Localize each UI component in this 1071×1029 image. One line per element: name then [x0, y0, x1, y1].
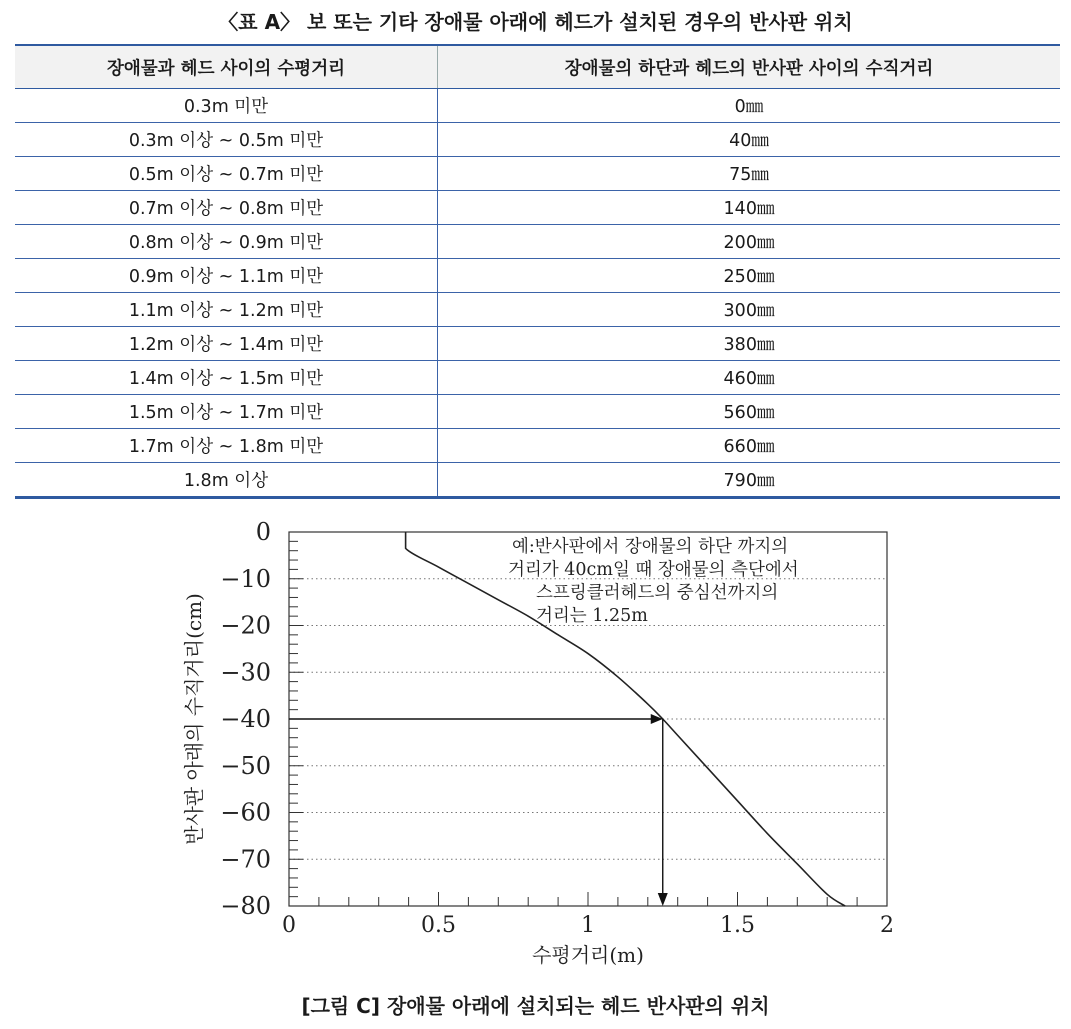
table-header-row [15, 45, 1060, 89]
annotation-line: 거리는 1.25m [536, 606, 648, 626]
annotation-line: 예:반사판에서 장애물의 하단 까지의 [512, 537, 789, 557]
table-row [15, 429, 1060, 463]
table-row [15, 123, 1060, 157]
table-title: 〈표 A〉 보 또는 기타 장애물 아래에 헤드가 설치된 경우의 반사판 위치 [218, 10, 853, 34]
annotation-line: 거리가 40cm일 때 장애물의 측단에서 [508, 560, 799, 580]
y-tick-label: −20 [220, 611, 271, 640]
x-tick-label: 0.5 [421, 913, 456, 938]
vertical-distance-cell: 460㎜ [438, 361, 1061, 395]
vertical-distance-cell: 380㎜ [438, 327, 1061, 361]
x-tick-label: 0 [282, 913, 296, 938]
y-tick-label: −70 [220, 845, 271, 874]
vertical-distance-cell: 0㎜ [438, 89, 1061, 123]
horizontal-distance-cell: 1.4m 이상 ~ 1.5m 미만 [15, 361, 438, 395]
y-tick-label: 0 [255, 518, 271, 546]
horizontal-distance-cell: 0.9m 이상 ~ 1.1m 미만 [15, 259, 438, 293]
annotation-line: 스프링클러헤드의 중심선까지의 [536, 583, 779, 603]
vertical-distance-cell: 75㎜ [438, 157, 1061, 191]
x-tick-label: 1.5 [720, 913, 755, 938]
table-row [15, 293, 1060, 327]
vertical-distance-cell: 40㎜ [438, 123, 1061, 157]
chart-annotation [508, 536, 799, 626]
header-horizontal-distance: 장애물과 헤드 사이의 수평거리 [15, 45, 438, 89]
horizontal-distance-cell: 0.3m 미만 [15, 89, 438, 123]
y-tick-label: −80 [220, 892, 271, 920]
vertical-distance-cell: 250㎜ [438, 259, 1061, 293]
vertical-distance-cell: 560㎜ [438, 395, 1061, 429]
table-row [15, 191, 1060, 225]
y-tick-label: −40 [220, 705, 271, 733]
y-tick-labels [220, 518, 271, 920]
horizontal-distance-cell: 0.3m 이상 ~ 0.5m 미만 [15, 123, 438, 157]
horizontal-distance-cell: 1.2m 이상 ~ 1.4m 미만 [15, 327, 438, 361]
vertical-distance-cell: 140㎜ [438, 191, 1061, 225]
horizontal-distance-cell: 1.5m 이상 ~ 1.7m 미만 [15, 395, 438, 429]
horizontal-distance-cell: 1.8m 이상 [15, 463, 438, 498]
x-axis-label: 수평거리(m) [532, 943, 644, 967]
table-row [15, 225, 1060, 259]
x-tick-label: 1 [581, 913, 595, 938]
horizontal-distance-cell: 0.7m 이상 ~ 0.8m 미만 [15, 191, 438, 225]
table-row [15, 361, 1060, 395]
vertical-distance-cell: 660㎜ [438, 429, 1061, 463]
table-row [15, 157, 1060, 191]
y-tick-label: −50 [220, 751, 271, 780]
table-row [15, 327, 1060, 361]
horizontal-distance-cell: 0.8m 이상 ~ 0.9m 미만 [15, 225, 438, 259]
y-axis-label: 반사판 아래의 수직거리(cm) [182, 593, 206, 845]
y-tick-label: −60 [220, 798, 271, 827]
figure-caption: [그림 C] 장애물 아래에 설치되는 헤드 반사판의 위치 [301, 994, 770, 1018]
horizontal-distance-cell: 1.7m 이상 ~ 1.8m 미만 [15, 429, 438, 463]
reflector-position-table [15, 44, 1060, 499]
horizontal-distance-cell: 0.5m 이상 ~ 0.7m 미만 [15, 157, 438, 191]
table-row [15, 463, 1060, 498]
horizontal-distance-cell: 1.1m 이상 ~ 1.2m 미만 [15, 293, 438, 327]
arrowhead-down [658, 893, 668, 906]
table-row [15, 259, 1060, 293]
table-row [15, 395, 1060, 429]
x-tick-label: 2 [880, 913, 894, 938]
y-tick-label: −10 [220, 564, 271, 593]
reflector-distance-chart [0, 508, 1071, 978]
y-tick-label: −30 [220, 658, 271, 687]
header-vertical-distance: 장애물의 하단과 헤드의 반사판 사이의 수직거리 [438, 45, 1061, 89]
vertical-distance-cell: 200㎜ [438, 225, 1061, 259]
table-row [15, 89, 1060, 123]
example-arrow-lines [289, 714, 668, 906]
arrowhead-right [651, 714, 663, 724]
vertical-distance-cell: 790㎜ [438, 463, 1061, 498]
vertical-distance-cell: 300㎜ [438, 293, 1061, 327]
x-tick-labels [282, 913, 894, 938]
